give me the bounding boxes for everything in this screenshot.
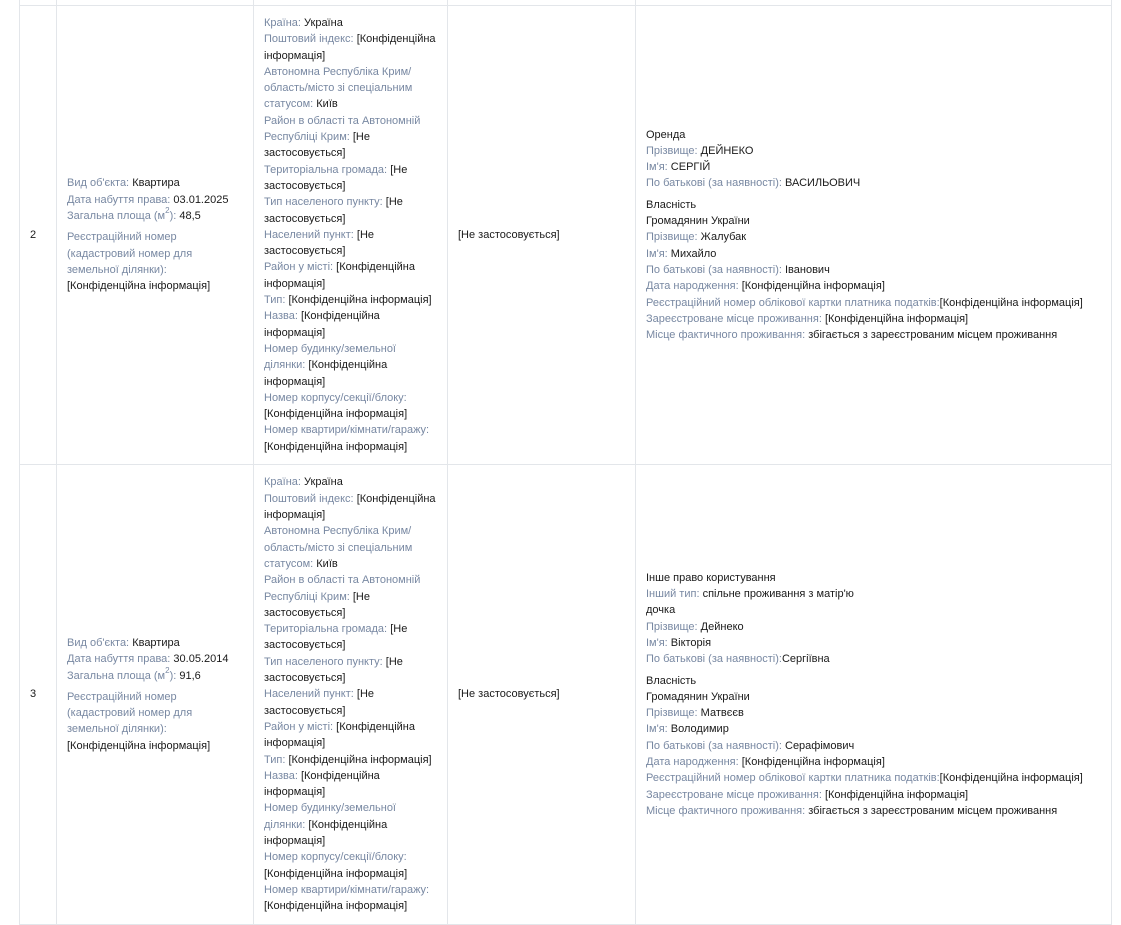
field-line bbox=[646, 770, 1101, 786]
field-label: Прізвище: bbox=[646, 144, 698, 157]
field-value: Власність bbox=[646, 198, 697, 211]
field-label: Інший тип: bbox=[646, 588, 700, 601]
field-line bbox=[646, 295, 1101, 311]
field-value: [Конфіденційна інформація] bbox=[264, 720, 415, 750]
field-value: Україна bbox=[304, 476, 343, 489]
row-number: 3 bbox=[20, 465, 57, 925]
field-value: Громадянин України bbox=[646, 215, 750, 228]
field-value: [Конфіденційна інформація] bbox=[939, 296, 1083, 309]
field-line bbox=[264, 849, 437, 882]
field-label: Номер квартири/кімнати/гаражу: bbox=[264, 883, 430, 896]
field-value: [Не застосовується] bbox=[264, 196, 403, 225]
field-label: Населений пункт: bbox=[264, 688, 354, 701]
field-label: Реєстраційний номер облікової картки платника податків: bbox=[646, 772, 940, 785]
field-line bbox=[264, 308, 437, 341]
field-label: Територіальна громада: bbox=[264, 623, 388, 636]
field-line bbox=[646, 570, 1101, 586]
field-value: [Не застосовується] bbox=[264, 228, 375, 258]
field-value: ВАСИЛЬОВИЧ bbox=[785, 177, 861, 190]
field-label: Район у місті: bbox=[264, 261, 334, 274]
other-cell: [Не застосовується] bbox=[448, 6, 636, 465]
field-value: Україна bbox=[304, 16, 343, 29]
field-label: Країна: bbox=[264, 476, 301, 489]
field-line bbox=[646, 278, 1101, 294]
field-line bbox=[264, 719, 437, 752]
field-label: Прізвище: bbox=[646, 620, 698, 633]
field-line bbox=[646, 651, 1101, 667]
other-cell: [Не застосовується] bbox=[448, 465, 636, 925]
field-label: Місце фактичного проживання: bbox=[646, 329, 806, 342]
field-value: [Конфіденційна інформація] bbox=[264, 310, 380, 339]
field-label: Тип населеного пункту: bbox=[264, 655, 383, 668]
table-row bbox=[20, 6, 1112, 465]
field-value: [Не застосовується] bbox=[264, 623, 408, 652]
field-line bbox=[264, 194, 437, 227]
field-value: Київ bbox=[316, 98, 338, 111]
field-label: Зареєстроване місце проживання: bbox=[646, 788, 822, 801]
table-row bbox=[20, 465, 1112, 925]
field-value: Київ bbox=[316, 557, 338, 570]
field-label: Населений пункт: bbox=[264, 228, 354, 241]
field-line bbox=[264, 292, 437, 308]
field-value: Оренда bbox=[646, 128, 686, 141]
field-line bbox=[264, 15, 437, 31]
field-label: Країна: bbox=[264, 16, 301, 29]
field-line bbox=[646, 127, 1101, 143]
field-value: [Конфіденційна інформація] bbox=[741, 280, 885, 293]
rights-group bbox=[646, 127, 1101, 192]
field-line bbox=[646, 754, 1101, 770]
field-line bbox=[646, 689, 1101, 705]
field-label: По батькові (за наявності): bbox=[646, 263, 782, 276]
field-line bbox=[646, 738, 1101, 754]
field-value: [Не застосовується] bbox=[264, 163, 408, 192]
field-line bbox=[264, 162, 437, 195]
field-label: Ім'я: bbox=[646, 723, 668, 736]
field-line bbox=[264, 474, 437, 490]
field-value: [Не застосовується] bbox=[264, 655, 403, 685]
field-label: Ім'я: bbox=[646, 247, 668, 260]
field-value: [Конфіденційна інформація] bbox=[264, 440, 408, 453]
field-value: [Конфіденційна інформація] bbox=[264, 261, 415, 290]
field-value: Жалубак bbox=[700, 231, 747, 244]
field-value: Громадянин України bbox=[646, 690, 750, 703]
field-label: Автономна Республіка Крим/ область/місто зі спеціальним статусом: bbox=[264, 525, 413, 570]
field-label: Прізвище: bbox=[646, 707, 698, 720]
field-value: СЕРГІЙ bbox=[670, 161, 711, 174]
field-label: Тип: bbox=[264, 294, 286, 307]
field-line bbox=[264, 259, 437, 292]
field-value: Дейнеко bbox=[700, 620, 744, 633]
field-line bbox=[646, 159, 1101, 175]
address-cell bbox=[254, 465, 448, 925]
field-line bbox=[264, 227, 437, 260]
field-line bbox=[264, 491, 437, 524]
field-value: Власність bbox=[646, 674, 697, 687]
rights-group bbox=[646, 673, 1101, 820]
field-line bbox=[264, 422, 437, 455]
field-line bbox=[264, 64, 437, 113]
field-label: Назва: bbox=[264, 310, 298, 323]
field-label: Тип населеного пункту: bbox=[264, 196, 383, 209]
field-line bbox=[264, 523, 437, 572]
field-line bbox=[646, 586, 1101, 602]
field-value: [Конфіденційна інформація] bbox=[264, 33, 436, 62]
field-line bbox=[264, 113, 437, 162]
field-line bbox=[646, 175, 1101, 191]
rights-group bbox=[646, 197, 1101, 344]
field-label: Номер корпусу/секції/блоку: bbox=[264, 851, 407, 864]
field-value: Серафімович bbox=[785, 739, 855, 752]
field-label: Місце фактичного проживання: bbox=[646, 804, 806, 817]
field-label: Номер квартири/кімнати/гаражу: bbox=[264, 424, 430, 437]
field-value: [Конфіденційна інформація] bbox=[264, 408, 408, 421]
field-value: [Не застосовується] bbox=[264, 688, 375, 717]
field-label: Назва: bbox=[264, 769, 298, 782]
field-line bbox=[646, 213, 1101, 229]
field-line bbox=[646, 327, 1101, 343]
field-value: спільне проживання з матір'ю bbox=[702, 588, 854, 601]
field-value: дочка bbox=[646, 604, 676, 617]
field-label: Район в області та Автономній Республіці Крим: bbox=[264, 114, 421, 144]
object-cell: Вид об'єкта: Квартира Дата набуття права: 03.01.2025 Загальна площа $(м^2)$: 48,5 Реєстраційний номер (кадастровий номер для земельної ділянки): [Конфіденційна інформація] bbox=[57, 6, 254, 465]
field-value: [Конфіденційна інформація] bbox=[264, 769, 380, 799]
field-line bbox=[264, 752, 437, 768]
field-line bbox=[646, 635, 1101, 651]
field-label: Поштовий індекс: bbox=[264, 492, 354, 505]
field-value: Вікторія bbox=[670, 636, 712, 649]
field-label: Тип: bbox=[264, 753, 286, 766]
field-label: По батькові (за наявності): bbox=[646, 739, 782, 752]
field-label: Номер будинку/земельної ділянки: bbox=[264, 802, 396, 831]
field-line bbox=[646, 787, 1101, 803]
field-value: ДЕЙНЕКО bbox=[700, 144, 754, 157]
field-label: Реєстраційний номер облікової картки платника податків: bbox=[646, 296, 940, 309]
field-line bbox=[646, 262, 1101, 278]
field-label: Номер будинку/земельної ділянки: bbox=[264, 342, 396, 372]
field-value: [Конфіденційна інформація] bbox=[288, 753, 432, 766]
object-cell: Вид об'єкта: Квартира Дата набуття права: 30.05.2014 Загальна площа $(м^2)$: 91,6 Реєстраційний номер (кадастровий номер для земельної ділянки): [Конфіденційна інформація] bbox=[57, 465, 254, 925]
field-value: [Конфіденційна інформація] bbox=[264, 359, 388, 388]
field-value: [Конфіденційна інформація] bbox=[264, 867, 408, 880]
field-line bbox=[264, 686, 437, 719]
field-value: [Конфіденційна інформація] bbox=[288, 294, 432, 307]
field-line bbox=[264, 768, 437, 801]
field-label: Ім'я: bbox=[646, 161, 668, 174]
field-value: [Конфіденційна інформація] bbox=[824, 788, 969, 801]
field-value: Володимир bbox=[670, 723, 729, 736]
field-value: збігається з зареєстрованим місцем проживання bbox=[808, 804, 1058, 817]
field-line bbox=[264, 800, 437, 849]
field-value: збігається з зареєстрованим місцем проживання bbox=[808, 329, 1058, 342]
field-label: Поштовий індекс: bbox=[264, 33, 354, 46]
field-line bbox=[646, 673, 1101, 689]
field-label: Район у місті: bbox=[264, 720, 334, 733]
field-line bbox=[264, 882, 437, 915]
field-value: Інше право користування bbox=[646, 571, 776, 584]
field-label: Зареєстроване місце проживання: bbox=[646, 312, 822, 325]
field-line bbox=[264, 621, 437, 654]
address-cell bbox=[254, 6, 448, 465]
field-line bbox=[646, 246, 1101, 262]
field-label: Дата народження: bbox=[646, 280, 739, 293]
field-line bbox=[264, 341, 437, 390]
field-value: Михайло bbox=[670, 247, 717, 260]
field-label: Номер корпусу/секції/блоку: bbox=[264, 391, 407, 404]
row-number: 2 bbox=[20, 6, 57, 465]
field-line bbox=[264, 390, 437, 423]
field-label: Район в області та Автономній Республіці Крим: bbox=[264, 574, 421, 603]
field-value: [Не застосовується] bbox=[264, 590, 370, 619]
field-value: [Конфіденційна інформація] bbox=[824, 312, 969, 325]
field-label: Прізвище: bbox=[646, 231, 698, 244]
field-label: По батькові (за наявності): bbox=[646, 653, 782, 666]
field-line bbox=[264, 31, 437, 64]
rights-cell bbox=[636, 6, 1112, 465]
field-line bbox=[646, 803, 1101, 819]
field-line bbox=[646, 705, 1101, 721]
field-value: Сергіївна bbox=[781, 653, 830, 666]
field-line bbox=[264, 572, 437, 621]
field-line bbox=[646, 311, 1101, 327]
field-line bbox=[646, 197, 1101, 213]
field-value: [Не застосовується] bbox=[264, 131, 370, 160]
rights-cell bbox=[636, 465, 1112, 925]
field-value: [Конфіденційна інформація] bbox=[264, 818, 388, 848]
field-value: Іванович bbox=[785, 263, 830, 276]
field-label: Територіальна громада: bbox=[264, 163, 388, 176]
field-label: Дата народження: bbox=[646, 756, 739, 769]
rights-group bbox=[646, 570, 1101, 668]
field-label: Ім'я: bbox=[646, 636, 668, 649]
field-line bbox=[264, 654, 437, 687]
field-value: [Конфіденційна інформація] bbox=[264, 492, 436, 522]
field-value: [Конфіденційна інформація] bbox=[939, 772, 1083, 785]
field-value: [Конфіденційна інформація] bbox=[741, 756, 885, 769]
field-line bbox=[646, 619, 1101, 635]
property-table bbox=[19, 0, 1112, 925]
field-value: [Конфіденційна інформація] bbox=[264, 900, 408, 913]
field-label: По батькові (за наявності): bbox=[646, 177, 782, 190]
field-line bbox=[646, 229, 1101, 245]
field-label: Автономна Республіка Крим/ область/місто зі спеціальним статусом: bbox=[264, 65, 413, 111]
field-line bbox=[646, 602, 1101, 618]
field-value: Матвєєв bbox=[700, 707, 744, 720]
field-line bbox=[646, 721, 1101, 737]
field-line bbox=[646, 143, 1101, 159]
